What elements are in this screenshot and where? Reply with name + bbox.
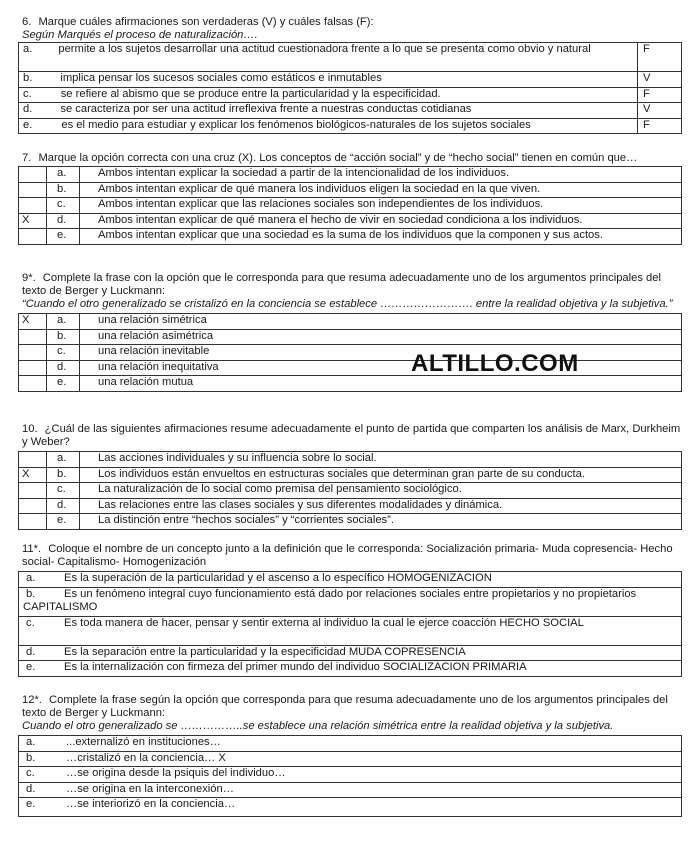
option-letter: e.: [26, 661, 36, 673]
multiple-choice-table: [18, 313, 682, 392]
table-row: [19, 798, 682, 817]
option-cell[interactable]: [19, 782, 682, 798]
option-letter: d.: [26, 645, 36, 658]
question-11: [18, 543, 682, 677]
definition-cell: [19, 661, 682, 677]
option-label: es el medio para estudiar y explicar los fenómenos biológicos-naturales de los sujetos sociales: [61, 118, 531, 131]
option-letter: c.: [47, 198, 80, 214]
option-letter: d.: [47, 213, 80, 229]
option-text: Es la superación de la particularidad y el ascenso a lo específico HOMOGENIZACION: [64, 572, 492, 584]
option-text: [19, 103, 638, 119]
table-row: [19, 587, 682, 616]
option-text: una relación asimétrica: [80, 329, 682, 345]
question-number: 12*.: [22, 694, 42, 706]
mark-cell[interactable]: [19, 376, 47, 392]
mark-cell[interactable]: [19, 498, 47, 514]
question-9: [18, 272, 682, 392]
question-number: 7.: [22, 152, 32, 164]
option-cell[interactable]: [19, 767, 682, 783]
table-row: [19, 498, 682, 514]
option-letter: c.: [26, 767, 35, 779]
table-row: [19, 452, 682, 468]
question-6: [18, 16, 682, 134]
option-letter: e.: [47, 514, 80, 530]
option-text: Las acciones individuales y su influencia sobre lo social.: [80, 452, 682, 468]
table-row: [19, 483, 682, 499]
option-letter: e.: [23, 118, 33, 131]
question-number: 11*.: [22, 543, 42, 555]
table-row: [19, 782, 682, 798]
question-12: [18, 694, 682, 817]
option-text: Ambos intentan explicar de qué manera los individuos eligen la sociedad en la que viven.: [80, 182, 682, 198]
option-text: [19, 118, 638, 134]
option-letter: a.: [23, 43, 33, 55]
option-letter: d.: [23, 103, 33, 115]
option-letter: d.: [47, 498, 80, 514]
option-letter: b.: [26, 751, 36, 764]
definition-cell: [19, 616, 682, 645]
option-text: …se origina desde la psiquis del individuo…: [66, 767, 286, 779]
table-row: [19, 213, 682, 229]
answer-cell[interactable]: F: [638, 43, 682, 72]
option-cell[interactable]: [19, 736, 682, 752]
option-letter: c.: [47, 345, 80, 361]
option-letter: b.: [47, 467, 80, 483]
option-letter: e.: [26, 798, 36, 810]
option-letter: c.: [23, 87, 32, 100]
option-letter: a.: [26, 572, 36, 584]
option-text: una relación simétrica: [80, 314, 682, 330]
question-stem: [18, 694, 682, 720]
option-text: Es la separación entre la particularidad y la especificidad MUDA COPRESENCIA: [64, 645, 466, 658]
mark-cell[interactable]: [19, 483, 47, 499]
question-text: Complete la frase con la opción que le corresponda para que resuma adecuadamente uno de los argumentos principales del texto de Berger y Luckmann:: [22, 272, 661, 297]
mark-cell[interactable]: [19, 167, 47, 183]
definition-cell: [19, 572, 682, 588]
table-row: [19, 767, 682, 783]
option-letter: b.: [26, 587, 36, 600]
question-number: 10.: [22, 423, 38, 435]
mark-cell[interactable]: [19, 360, 47, 376]
option-text: una relación mutua: [80, 376, 682, 392]
multiple-choice-table: [18, 451, 682, 530]
table-row: [19, 514, 682, 530]
option-text: Ambos intentan explicar la sociedad a partir de la intencionalidad de los individuos.: [80, 167, 682, 183]
table-row: [19, 198, 682, 214]
table-row: [19, 118, 682, 134]
option-letter: d.: [26, 782, 36, 795]
option-text: …se interiorizó en la conciencia…: [66, 798, 236, 810]
table-row: [19, 661, 682, 677]
question-text: Complete la frase según la opción que corresponda para que resuma adecuadamente uno de los argumentos principales del texto de Berger y Luckmann:: [22, 694, 668, 719]
table-row: [19, 182, 682, 198]
option-letter: e.: [47, 229, 80, 245]
option-label: se refiere al abismo que se produce entre la particularidad y la especificidad.: [60, 87, 441, 100]
table-row: [19, 87, 682, 103]
question-subtitle: Según Marqués el proceso de naturalización….: [22, 29, 258, 41]
answer-cell[interactable]: V: [638, 103, 682, 119]
mark-cell[interactable]: X: [19, 467, 47, 483]
option-cell[interactable]: [19, 751, 682, 767]
option-letter: a.: [47, 452, 80, 468]
mark-cell[interactable]: [19, 329, 47, 345]
option-letter: b.: [47, 329, 80, 345]
mark-cell[interactable]: [19, 198, 47, 214]
table-row: [19, 645, 682, 661]
question-stem: [18, 423, 682, 449]
option-letter: a.: [47, 314, 80, 330]
table-row: [19, 572, 682, 588]
table-row: [19, 736, 682, 752]
option-text: Es toda manera de hacer, pensar y sentir externa al individuo la cual le ejerce coacción HECHO SOCIAL: [64, 616, 584, 629]
option-text: Es la internalización con firmeza del primer mundo del individuo SOCIALIZACION PRIMARIA: [64, 661, 527, 673]
option-label: se caracteriza por ser una actitud irreflexiva frente a nuestras conductas cotidianas: [60, 103, 472, 115]
question-quote: “Cuando el otro generalizado se cristalizó en la conciencia se establece ……………………. entre la realidad objetiva y la subjetiva.”: [22, 298, 673, 310]
option-text: …se origina en la interconexión…: [66, 782, 234, 795]
option-letter: b.: [47, 182, 80, 198]
table-row: [19, 329, 682, 345]
option-label: implica pensar los sucesos sociales como estáticos e inmutables: [60, 72, 382, 84]
table-row: [19, 345, 682, 361]
option-text: Ambos intentan explicar que las relaciones sociales son independientes de los individuos.: [80, 198, 682, 214]
question-text: Marque la opción correcta con una cruz (X). Los conceptos de “acción social” y de “hecho social” tienen en común que…: [38, 152, 638, 164]
option-letter: e.: [47, 376, 80, 392]
option-letter: c.: [26, 616, 35, 629]
mark-cell[interactable]: X: [19, 213, 47, 229]
question-text: Marque cuáles afirmaciones son verdaderas (V) y cuáles falsas (F):: [38, 16, 374, 28]
option-text: Los individuos están envueltos en estructuras sociales que determinan gran parte de su conducta.: [80, 467, 682, 483]
table-row: [19, 167, 682, 183]
table-row: [19, 72, 682, 88]
question-10: [18, 423, 682, 530]
option-letter: a.: [47, 167, 80, 183]
option-text: [19, 87, 638, 103]
option-text: Las relaciones entre las clases sociales y sus diferentes modalidades y dinámica.: [80, 498, 682, 514]
table-row: [19, 314, 682, 330]
option-text: [19, 43, 638, 72]
question-stem: [18, 272, 682, 298]
table-row: [19, 360, 682, 376]
table-row: [19, 467, 682, 483]
table-row: [19, 376, 682, 392]
answer-cell[interactable]: F: [638, 118, 682, 134]
question-number: 9*.: [22, 272, 36, 284]
table-row: [19, 616, 682, 645]
question-text: Coloque el nombre de un concepto junto a la definición que le corresponda: Socialización primaria- Muda copresencia- Hecho social- Capitalismo- Homogenización: [22, 543, 673, 568]
table-row: [19, 229, 682, 245]
question-stem: [18, 543, 682, 569]
option-text: …cristalizó en la conciencia… X: [66, 751, 226, 764]
option-text: una relación inequitativa: [80, 360, 682, 376]
question-7: [18, 152, 682, 245]
multiple-choice-table: [18, 166, 682, 245]
question-quote: Cuando el otro generalizado se ……………..se establece una relación simétrica entre la realidad objetiva y la subjetiva.: [22, 720, 614, 732]
mark-cell[interactable]: [19, 345, 47, 361]
mark-cell[interactable]: [19, 452, 47, 468]
question-text: ¿Cuál de las siguientes afirmaciones resume adecuadamente el punto de partida que comparten los análisis de Marx, Durkheim y Weber?: [22, 423, 681, 448]
mark-cell[interactable]: X: [19, 314, 47, 330]
option-text: La distinción entre “hechos sociales” y “corrientes sociales”.: [80, 514, 682, 530]
option-label: permite a los sujetos desarrollar una actitud cuestionadora frente a lo que se presenta como obvio y natural: [58, 43, 591, 55]
table-row: [19, 43, 682, 72]
question-stem: [18, 152, 682, 165]
answer-cell[interactable]: F: [638, 87, 682, 103]
option-cell[interactable]: [19, 798, 682, 817]
question-stem: [18, 16, 682, 29]
option-letter: c.: [47, 483, 80, 499]
option-text: una relación inevitable: [80, 345, 682, 361]
mark-cell[interactable]: [19, 182, 47, 198]
definition-cell: [19, 587, 682, 616]
option-text: La naturalización de lo social como premisa del pensamiento sociológico.: [80, 483, 682, 499]
true-false-table: [18, 42, 682, 134]
table-row: [19, 751, 682, 767]
mark-cell[interactable]: [19, 229, 47, 245]
mark-cell[interactable]: [19, 514, 47, 530]
option-text: [19, 72, 638, 88]
definition-cell: [19, 645, 682, 661]
option-letter: d.: [47, 360, 80, 376]
watermark-logo: ALTILLO.COM: [411, 350, 579, 377]
completion-table: [18, 735, 682, 817]
definition-table: [18, 571, 682, 677]
answer-cell[interactable]: V: [638, 72, 682, 88]
option-letter: a.: [26, 736, 36, 748]
option-text: Es un fenómeno integral cuyo funcionamiento está dado por relaciones sociales entre propietarios y no propietarios CAPITALISMO: [23, 587, 637, 613]
option-letter: b.: [23, 72, 33, 84]
table-row: [19, 103, 682, 119]
option-text: Ambos intentan explicar que una sociedad es la suma de los individuos que la componen y sus actos.: [80, 229, 682, 245]
option-text: ...externalizó en instituciones…: [66, 736, 221, 748]
question-number: 6.: [22, 16, 32, 28]
option-text: Ambos intentan explicar de qué manera el hecho de vivir en sociedad condiciona a los individuos.: [80, 213, 682, 229]
